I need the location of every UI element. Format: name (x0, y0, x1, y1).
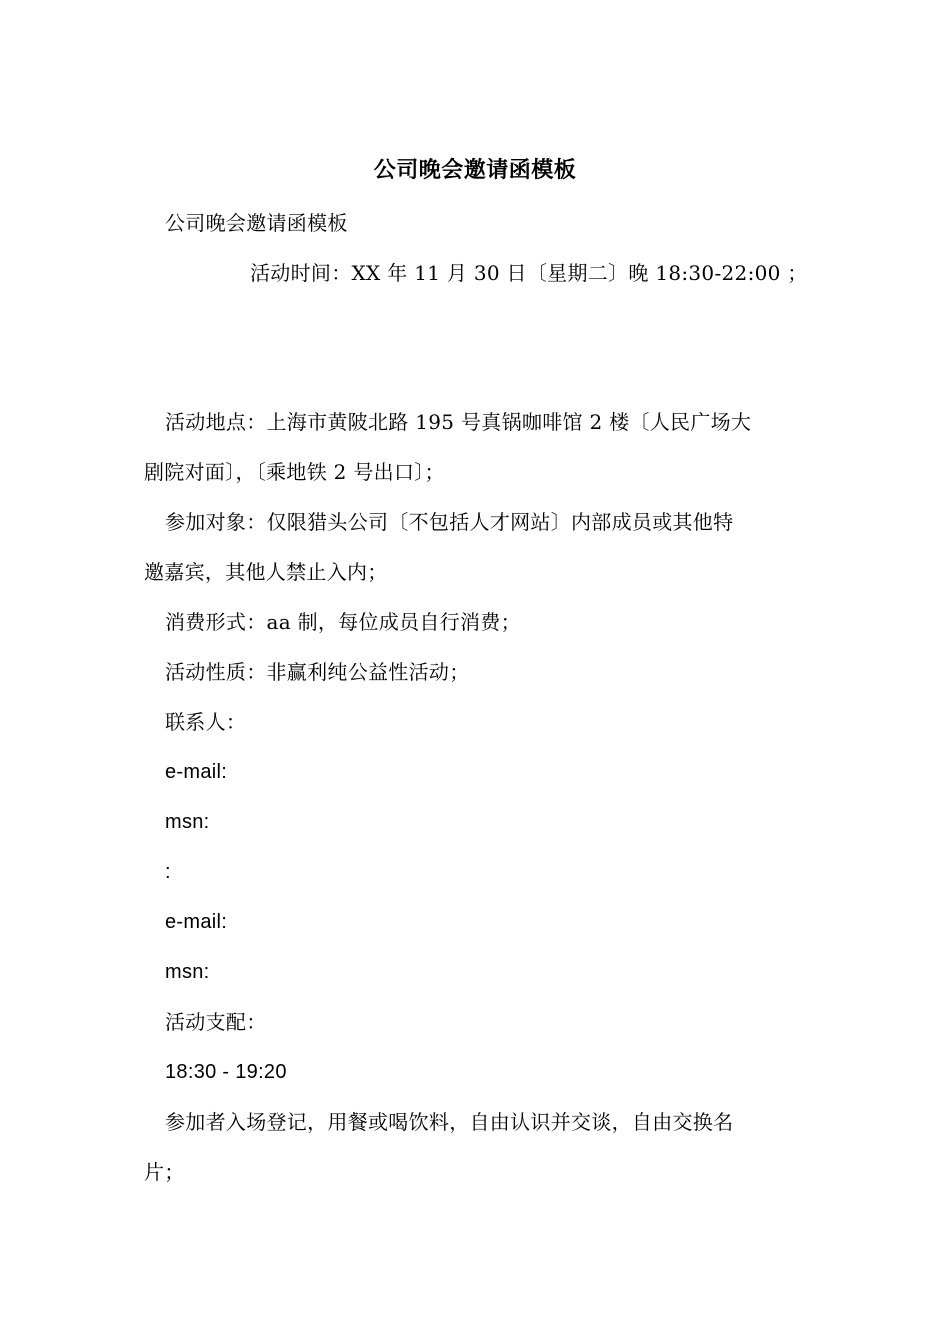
schedule-label: 活动支配： (165, 1010, 267, 1034)
email-label-2: e-mail: (165, 911, 228, 933)
activity-location-line-2: 剧院对面〕，〔乘地铁 2 号出口〕； (144, 460, 445, 484)
activity-nature: 活动性质：非赢利纯公益性活动； (165, 660, 470, 684)
email-label-1: e-mail: (165, 761, 228, 783)
document-title: 公司晚会邀请函模板 (373, 157, 577, 183)
contact-label: 联系人： (165, 710, 247, 734)
activity-time: 活动时间：XX 年 11 月 30 日〔星期二〕晚 18:30-22:00 ； (250, 261, 808, 285)
participants-line-2: 邀嘉宾，其他人禁止入内； (144, 560, 388, 584)
schedule-description-line-1: 参加者入场登记，用餐或喝饮料，自由认识并交谈，自由交换名 (165, 1110, 734, 1134)
schedule-time: 18:30 - 19:20 (165, 1061, 287, 1083)
schedule-description-line-2: 片； (144, 1160, 185, 1184)
participants-line-1: 参加对象：仅限猎头公司〔不包括人才网站〕内部成员或其他特 (165, 510, 734, 534)
msn-label-1: msn: (165, 811, 210, 833)
payment-form: 消费形式：aa 制，每位成员自行消费； (165, 610, 521, 634)
subtitle: 公司晚会邀请函模板 (165, 211, 348, 235)
activity-location-line-1: 活动地点：上海市黄陂北路 195 号真锅咖啡馆 2 楼〔人民广场大 (165, 410, 752, 434)
msn-label-2: msn: (165, 961, 210, 983)
colon-line: : (165, 861, 171, 883)
